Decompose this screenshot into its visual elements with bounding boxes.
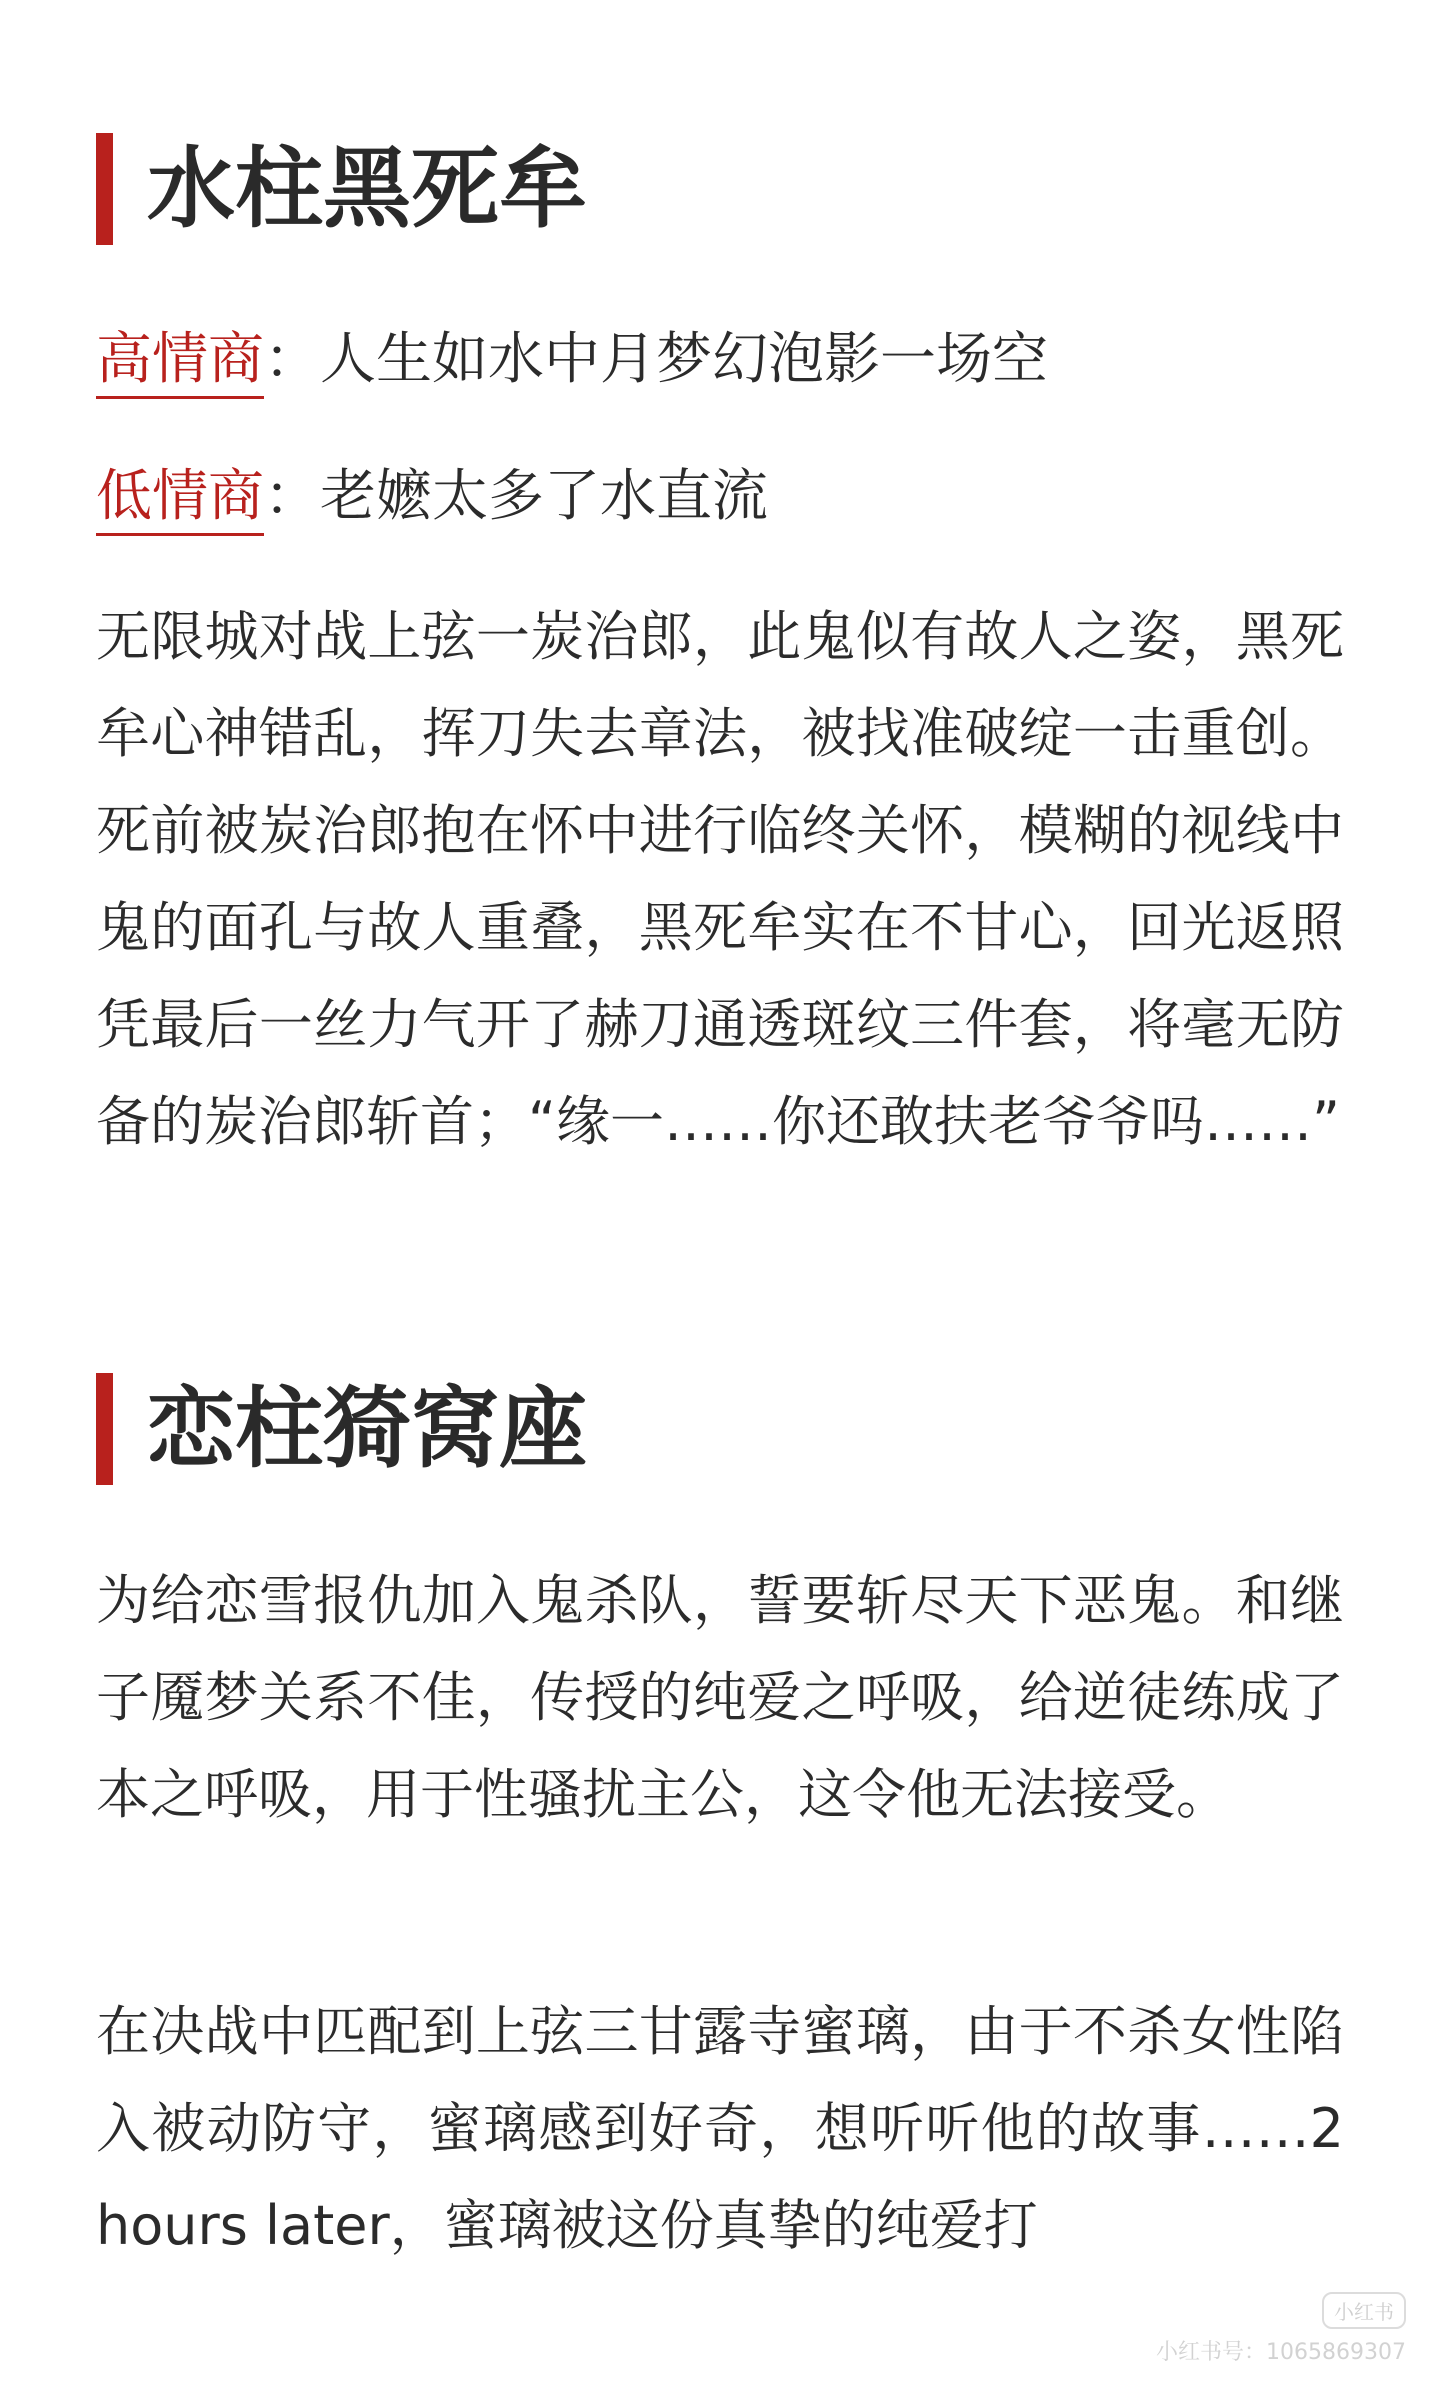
section-2-paragraph-2: 在决战中匹配到上弦三甘露寺蜜璃，由于不杀女性陷入被动防守，蜜璃感到好奇，想听听他的故事……2 hours later，蜜璃被这份真挚的纯爱打 (96, 2000, 1344, 2257)
high-eq-line (96, 320, 1344, 400)
high-eq-label: 高情商 (96, 324, 264, 399)
section-title: 水柱黑死牟 (147, 137, 588, 240)
low-eq-text: 老嬷太多了水直流 (320, 464, 768, 529)
high-eq-text: 人生如水中月梦幻泡影一场空 (320, 327, 1048, 392)
section-1-paragraph: 无限城对战上弦一炭治郎，此鬼似有故人之姿，黑死牟心神错乱，挥刀失去章法，被找准破绽一击重创。死前被炭治郎抱在怀中进行临终关怀，模糊的视线中鬼的面孔与故人重叠，黑死牟实在不甘心，回光返照凭最后一丝力气开了赫刀通透斑纹三件套，将毫无防备的炭治郎斩首；“缘一……你还敢扶老爷爷吗……” (96, 605, 1344, 1153)
colon: ： (264, 464, 320, 529)
watermark-id: 小红书号：1065869307 (1156, 2340, 1406, 2365)
low-eq-label: 低情商 (96, 461, 264, 536)
section-title: 恋柱猗窝座 (147, 1377, 588, 1480)
section-heading-2 (96, 1373, 587, 1485)
watermark (1146, 2292, 1406, 2382)
colon: ： (264, 327, 320, 392)
heading-accent-bar (96, 1373, 113, 1485)
heading-accent-bar (96, 133, 113, 245)
section-heading-1 (96, 133, 587, 245)
low-eq-line (96, 457, 1344, 537)
xiaohongshu-logo: 小红书 (1322, 2292, 1406, 2329)
section-2-paragraph-1: 为给恋雪报仇加入鬼杀队，誓要斩尽天下恶鬼。和继子魇梦关系不佳，传授的纯爱之呼吸，给逆徒练成了本之呼吸，用于性骚扰主公，这令他无法接受。 (96, 1569, 1344, 1826)
